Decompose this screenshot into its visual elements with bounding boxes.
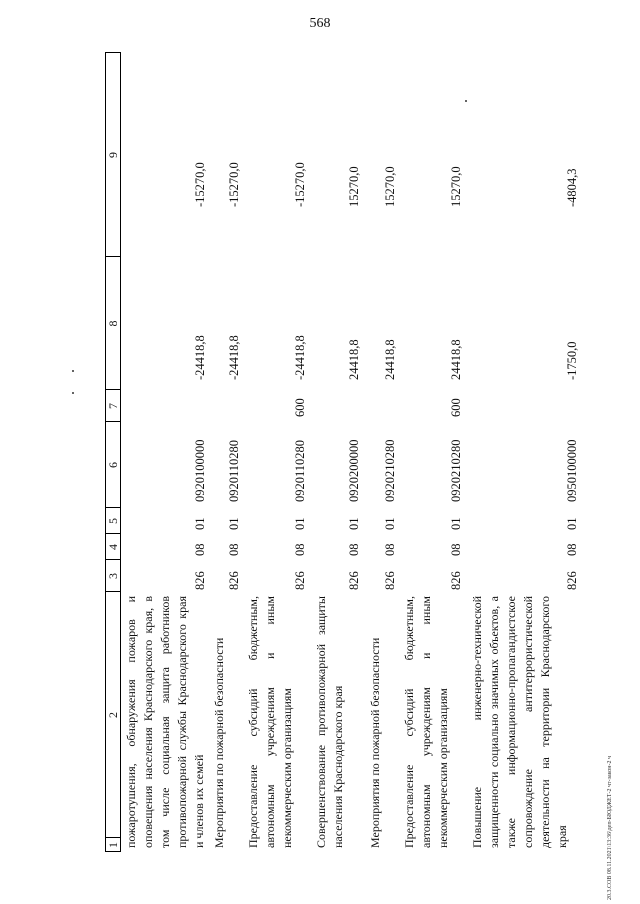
row-cell-c9: -15270,0	[193, 162, 207, 207]
row-cell-c3: 826	[449, 571, 463, 590]
row-cell-c5: 01	[227, 517, 241, 530]
row-cell-c6: 0920100000	[193, 439, 207, 502]
budget-table	[105, 52, 585, 852]
row-name: Мероприятия по пожарной безопасности	[212, 637, 226, 848]
row-cell-c8: -24418,8	[193, 335, 207, 380]
col-7-number: 7	[106, 403, 120, 409]
row-cell-c8: -24418,8	[293, 335, 307, 380]
row-cell-c5: 01	[565, 517, 579, 530]
table-row	[211, 52, 243, 852]
row-name: Предоставление субсидий бюджетным, автономным учреждениям и иным некоммерческим организациям	[246, 596, 294, 848]
row-cell-c6: 0920200000	[347, 439, 361, 502]
scan-speck	[72, 392, 74, 394]
row-cell-c4: 08	[565, 543, 579, 556]
row-cell-c6: 0920210280	[449, 439, 463, 502]
row-cell-c4: 08	[383, 543, 397, 556]
row-cell-c4: 08	[227, 543, 241, 556]
row-name: Совершенствование противопожарной защиты населения Краснодарского края	[314, 596, 345, 848]
row-cell-c8: 24418,8	[347, 339, 361, 380]
row-cell-c6: 0920210280	[383, 439, 397, 502]
table-row	[313, 52, 363, 852]
row-cell-c3: 826	[227, 571, 241, 590]
row-cell-c5: 01	[449, 517, 463, 530]
row-cell-c5: 01	[293, 517, 307, 530]
row-cell-c4: 08	[449, 543, 463, 556]
row-cell-c3: 826	[193, 571, 207, 590]
row-cell-c3: 826	[293, 571, 307, 590]
table-row	[401, 52, 465, 852]
document-footer-code: 20.3.СОВ 08.11.2021\13:36\деп-БЮДЖЕТ-2 чт-закон-2 ч	[607, 755, 613, 900]
row-cell-c4: 08	[193, 543, 207, 556]
table-row	[367, 52, 399, 852]
row-cell-c6: 0920110280	[293, 439, 307, 502]
col-4-number: 4	[106, 544, 120, 550]
scan-speck	[72, 370, 74, 372]
row-cell-c8: -1750,0	[565, 341, 579, 380]
col-3-number: 3	[106, 573, 120, 579]
row-name: Повышение инженерно-технической защищенности социально значимых объектов, а также информационно-пропагандистское сопровождение антитеррористической деятельности на территории Краснодарского края	[470, 596, 569, 848]
col-8-number: 8	[106, 320, 120, 327]
row-cell-c9: -4804,3	[565, 168, 579, 207]
col-9-number: 9	[106, 152, 120, 158]
col-2-number: 2	[106, 712, 120, 718]
row-cell-c3: 826	[383, 571, 397, 590]
row-name: Предоставление субсидий бюджетным, автономным учреждениям и иным некоммерческим организациям	[402, 596, 450, 848]
row-cell-c8: -24418,8	[227, 335, 241, 380]
row-cell-c4: 08	[347, 543, 361, 556]
row-cell-c6: 0920110280	[227, 439, 241, 502]
row-cell-c9: 15270,0	[449, 166, 463, 207]
row-cell-c3: 826	[347, 571, 361, 590]
row-cell-c7: 600	[293, 398, 307, 417]
row-cell-c6: 0950100000	[565, 439, 579, 502]
row-cell-c8: 24418,8	[449, 339, 463, 380]
row-cell-c7: 600	[449, 398, 463, 417]
table-row	[245, 52, 309, 852]
table-row	[469, 52, 581, 852]
row-cell-c8: 24418,8	[383, 339, 397, 380]
row-cell-c5: 01	[383, 517, 397, 530]
page-number: 568	[309, 16, 331, 31]
row-name: Мероприятия по пожарной безопасности	[368, 637, 382, 848]
row-name: пожаротушения, обнаружения пожаров и оповещения населения Краснодарского края, в том числе социальная защита работников противопожарной службы Краснодарского края и членов их семей	[124, 596, 206, 848]
column-number-header	[105, 52, 121, 852]
row-cell-c9: 15270,0	[383, 166, 397, 207]
col-1-number: 1	[106, 842, 120, 848]
col-5-number: 5	[106, 518, 120, 524]
row-cell-c5: 01	[347, 517, 361, 530]
table-row	[123, 52, 209, 852]
row-cell-c9: -15270,0	[293, 162, 307, 207]
row-cell-c9: -15270,0	[227, 162, 241, 207]
row-cell-c5: 01	[193, 517, 207, 530]
row-cell-c3: 826	[565, 571, 579, 590]
col-6-number: 6	[106, 462, 120, 468]
row-cell-c4: 08	[293, 543, 307, 556]
row-cell-c9: 15270,0	[347, 166, 361, 207]
